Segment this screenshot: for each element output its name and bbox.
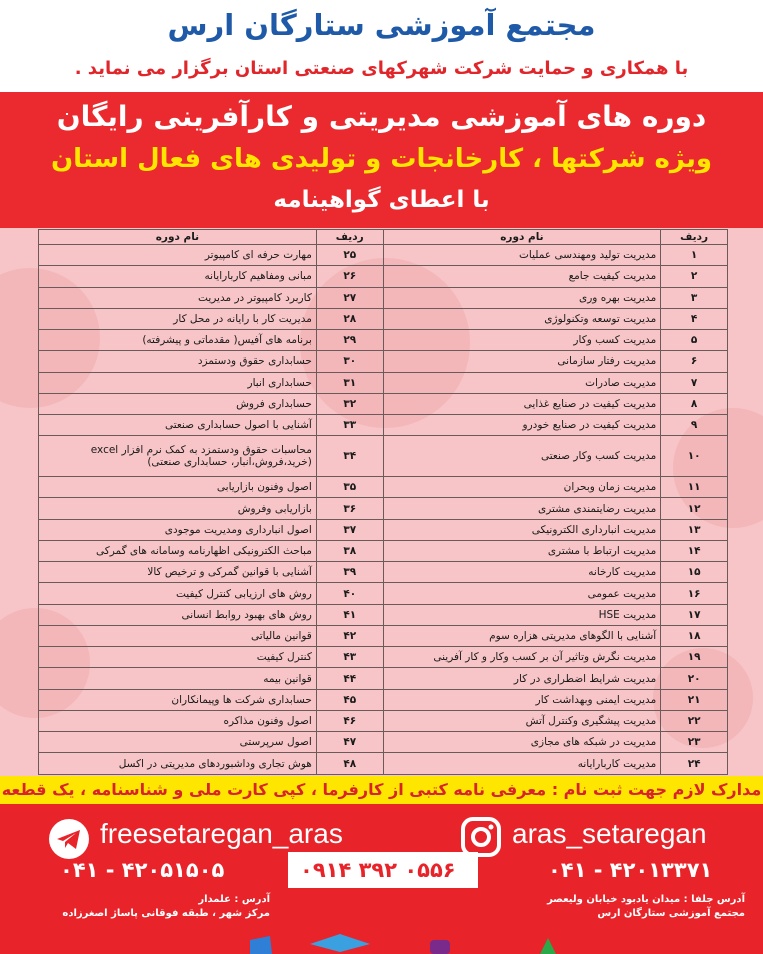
table-row xyxy=(39,668,728,689)
col-header-course-name: نام دوره xyxy=(39,230,317,245)
course-name: مدیریت کیفیت در صنایع غذایی xyxy=(383,393,661,414)
course-name: مدیریت صادرات xyxy=(383,372,661,393)
address-left-line-2: مرکز شهر ، طبقه فوقانی پاساژ اصغرزاده xyxy=(62,908,270,919)
course-name: مباحث الکترونیکی اظهارنامه وسامانه های گمرکی xyxy=(39,540,317,561)
table-row xyxy=(39,393,728,414)
instagram-handle[interactable]: aras_setaregan xyxy=(512,818,707,849)
row-number: ۲۶ xyxy=(316,266,383,287)
row-number: ۲۱ xyxy=(661,689,728,710)
row-number: ۴۰ xyxy=(316,583,383,604)
table-row xyxy=(39,477,728,498)
table-row xyxy=(39,647,728,668)
col-header-row-number: ردیف xyxy=(661,230,728,245)
row-number: ۱۸ xyxy=(661,625,728,646)
course-name: مدیریت کسب وکار xyxy=(383,330,661,351)
row-number: ۴۶ xyxy=(316,710,383,731)
table-row xyxy=(39,415,728,436)
address-right xyxy=(500,893,745,921)
row-number: ۴۸ xyxy=(316,753,383,775)
course-name: مدیریت شرایط اضطراری در کار xyxy=(383,668,661,689)
course-name: مبانی ومفاهیم کاربارایانه xyxy=(39,266,317,287)
row-number: ۲۲ xyxy=(661,710,728,731)
row-number: ۱۶ xyxy=(661,583,728,604)
row-number: ۲۰ xyxy=(661,668,728,689)
course-name: روش های ارزیابی کنترل کیفیت xyxy=(39,583,317,604)
course-name: مدیریت زمان وبحران xyxy=(383,477,661,498)
banner-line-1: دوره های آموزشی مدیریتی و کارآفرینی رایگان xyxy=(56,100,707,133)
col-header-row-number: ردیف xyxy=(316,230,383,245)
row-number: ۴۵ xyxy=(316,689,383,710)
table-row xyxy=(39,540,728,561)
telegram-icon[interactable] xyxy=(48,818,90,860)
address-left-line-1: آدرس : علمدار xyxy=(198,894,270,905)
phone-number-mobile[interactable]: ۰۹۱۴ ۳۹۲ ۰۵۵۶ xyxy=(300,858,456,882)
row-number: ۳۹ xyxy=(316,562,383,583)
row-number: ۳۴ xyxy=(316,436,383,477)
course-name: مدیریت عمومی xyxy=(383,583,661,604)
row-number: ۳۰ xyxy=(316,351,383,372)
course-name: مدیریت HSE xyxy=(383,604,661,625)
course-name: حسابداری فروش xyxy=(39,393,317,414)
course-name: مدیریت کارخانه xyxy=(383,562,661,583)
course-name: هوش تجاری وداشبوردهای مدیریتی در اکسل xyxy=(39,753,317,775)
row-number: ۲۵ xyxy=(316,245,383,266)
course-name: مدیریت نگرش وتاثیر آن بر کسب وکار و کار آفرینی xyxy=(383,647,661,668)
course-name: بازاریابی وفروش xyxy=(39,498,317,519)
address-right-line-1: آدرس جلفا : میدان یادبود خیابان ولیعصر xyxy=(547,894,745,905)
table-row xyxy=(39,583,728,604)
row-number: ۳۷ xyxy=(316,519,383,540)
course-name: مدیریت انبارداری الکترونیکی xyxy=(383,519,661,540)
row-number: ۳۳ xyxy=(316,415,383,436)
row-number: ۱۳ xyxy=(661,519,728,540)
row-number: ۱۹ xyxy=(661,647,728,668)
row-number: ۷ xyxy=(661,372,728,393)
table-header-row xyxy=(39,230,728,245)
course-name: کاربرد کامپیوتر در مدیریت xyxy=(39,287,317,308)
row-number: ۳۶ xyxy=(316,498,383,519)
table-row xyxy=(39,351,728,372)
table-row xyxy=(39,604,728,625)
row-number: ۴۱ xyxy=(316,604,383,625)
table-row xyxy=(39,689,728,710)
course-name: مدیریت توسعه وتکنولوژی xyxy=(383,308,661,329)
table-row xyxy=(39,753,728,775)
course-name: حسابداری شرکت ها وپیمانکاران xyxy=(39,689,317,710)
table-row xyxy=(39,266,728,287)
row-number: ۱ xyxy=(661,245,728,266)
row-number: ۶ xyxy=(661,351,728,372)
course-name: حسابداری حقوق ودستمزد xyxy=(39,351,317,372)
phone-number-right[interactable]: ۰۴۱ - ۴۲۰۱۳۳۷۱ xyxy=(548,858,713,882)
table-row xyxy=(39,710,728,731)
table-row xyxy=(39,372,728,393)
course-name: مدیریت رضایتمندی مشتری xyxy=(383,498,661,519)
row-number: ۱۰ xyxy=(661,436,728,477)
table-row xyxy=(39,245,728,266)
row-number: ۸ xyxy=(661,393,728,414)
row-number: ۴۳ xyxy=(316,647,383,668)
row-number: ۱۷ xyxy=(661,604,728,625)
row-number: ۳ xyxy=(661,287,728,308)
course-name: مدیریت بهره وری xyxy=(383,287,661,308)
table-row xyxy=(39,519,728,540)
telegram-handle[interactable]: freesetaregan_aras xyxy=(100,818,343,849)
course-name: مدیریت کاربارایانه xyxy=(383,753,661,775)
course-name: آشنایی با الگوهای مدیریتی هزاره سوم xyxy=(383,625,661,646)
course-name: مدیریت رفتار سازمانی xyxy=(383,351,661,372)
row-number: ۳۱ xyxy=(316,372,383,393)
course-name: مدیریت ارتباط با مشتری xyxy=(383,540,661,561)
header xyxy=(0,0,763,92)
course-name: مدیریت پیشگیری وکنترل آتش xyxy=(383,710,661,731)
course-name: آشنایی با اصول حسابداری صنعتی xyxy=(39,415,317,436)
row-number: ۴۷ xyxy=(316,732,383,753)
row-number: ۳۸ xyxy=(316,540,383,561)
course-name: آشنایی با قوانین گمرکی و ترخیص کالا xyxy=(39,562,317,583)
row-number: ۲۳ xyxy=(661,732,728,753)
course-name: مدیریت تولید ومهندسی عملیات xyxy=(383,245,661,266)
table-row xyxy=(39,562,728,583)
address-left xyxy=(40,893,270,921)
course-name: روش های بهبود روابط انسانی xyxy=(39,604,317,625)
page-subtitle: با همکاری و حمایت شرکت شهرکهای صنعتی استان برگزار می نماید . xyxy=(74,58,689,79)
row-number: ۱۱ xyxy=(661,477,728,498)
banner xyxy=(0,92,763,228)
row-number: ۲۷ xyxy=(316,287,383,308)
course-name: محاسبات حقوق ودستمزد به کمک نرم افزار excel (خرید،فروش،انبار، حسابداری صنعتی) xyxy=(39,436,317,477)
courses-table xyxy=(38,229,728,775)
row-number: ۴ xyxy=(661,308,728,329)
course-name: قوانین مالیاتی xyxy=(39,625,317,646)
partner-logos xyxy=(0,930,763,954)
row-number: ۱۵ xyxy=(661,562,728,583)
table-row xyxy=(39,732,728,753)
table-row xyxy=(39,330,728,351)
row-number: ۲۹ xyxy=(316,330,383,351)
row-number: ۲۴ xyxy=(661,753,728,775)
row-number: ۴۲ xyxy=(316,625,383,646)
page-title: مجتمع آموزشی ستارگان ارس xyxy=(167,8,596,42)
banner-line-2: ویژه شرکتها ، کارخانجات و تولیدی های فعال استان xyxy=(50,144,713,174)
row-number: ۱۲ xyxy=(661,498,728,519)
course-name: مدیریت کسب وکار صنعتی xyxy=(383,436,661,477)
course-name: مدیریت کار با رایانه در محل کار xyxy=(39,308,317,329)
course-name: اصول انبارداری ومدیریت موجودی xyxy=(39,519,317,540)
course-name: اصول سرپرستی xyxy=(39,732,317,753)
banner-line-3: با اعطای گواهینامه xyxy=(273,187,490,213)
row-number: ۱۴ xyxy=(661,540,728,561)
course-name: مدیریت در شبکه های مجازی xyxy=(383,732,661,753)
address-right-line-2: مجتمع آموزشی ستارگان ارس xyxy=(597,908,745,919)
row-number: ۴۴ xyxy=(316,668,383,689)
table-row xyxy=(39,625,728,646)
course-name: مدیریت کیفیت جامع xyxy=(383,266,661,287)
course-name: حسابداری انبار xyxy=(39,372,317,393)
course-name: برنامه های آفیس( مقدماتی و پیشرفته) xyxy=(39,330,317,351)
required-documents: مدارک لازم جهت ثبت نام : معرفی نامه کتبی از کارفرما ، کپی کارت ملی و شناسنامه ، یک قطعه xyxy=(0,776,763,804)
table-row xyxy=(39,436,728,477)
row-number: ۳۵ xyxy=(316,477,383,498)
row-number: ۲ xyxy=(661,266,728,287)
col-header-course-name: نام دوره xyxy=(383,230,661,245)
table-row xyxy=(39,287,728,308)
course-name: اصول وفنون بازاریابی xyxy=(39,477,317,498)
course-name: مهارت حرفه ای کامپیوتر xyxy=(39,245,317,266)
row-number: ۳۲ xyxy=(316,393,383,414)
course-name: مدیریت ایمنی وبهداشت کار xyxy=(383,689,661,710)
course-name: اصول وفنون مذاکره xyxy=(39,710,317,731)
table-row xyxy=(39,498,728,519)
row-number: ۵ xyxy=(661,330,728,351)
phone-number-left[interactable]: ۰۴۱ - ۴۲۰۵۱۵۰۵ xyxy=(60,858,225,882)
row-number: ۹ xyxy=(661,415,728,436)
row-number: ۲۸ xyxy=(316,308,383,329)
table-row xyxy=(39,308,728,329)
course-name: قوانین بیمه xyxy=(39,668,317,689)
course-name: کنترل کیفیت xyxy=(39,647,317,668)
course-name: مدیریت کیفیت در صنایع خودرو xyxy=(383,415,661,436)
